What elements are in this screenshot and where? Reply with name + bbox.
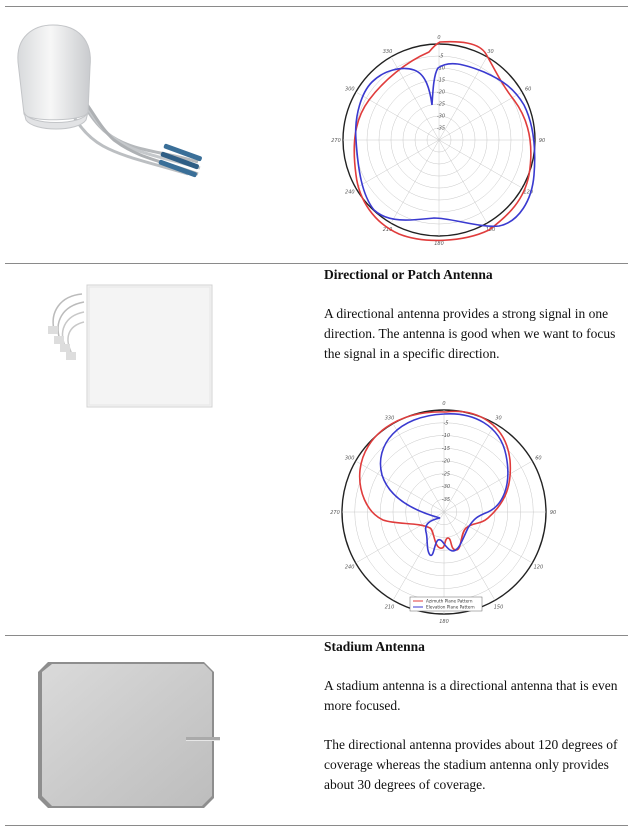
patch-azimuth-series [360, 411, 511, 550]
polar-spoke [356, 461, 444, 512]
polar-angle-label: 30 [495, 415, 502, 422]
polar-angle-label: 150 [493, 604, 504, 611]
polar-db-label: -25 [441, 471, 451, 478]
polar-db-label: -30 [436, 113, 446, 120]
polar-spoke [436, 57, 487, 140]
legend-elevation-label: Elevation Plane Pattern [426, 604, 475, 610]
table-rule-top [5, 6, 628, 7]
polar-angle-label: 120 [533, 564, 544, 571]
table-rule-bottom [5, 825, 628, 826]
polar-angle-label: 0 [442, 401, 446, 407]
polar-db-label: -5 [443, 420, 449, 427]
polar-angle-label: 180 [434, 241, 444, 247]
polar-spoke [356, 92, 439, 140]
omni-polar-chart [331, 30, 546, 248]
polar-angle-label: 90 [538, 138, 546, 144]
polar-spoke [391, 140, 439, 223]
polar-angle-label: 60 [535, 455, 542, 462]
polar-angle-label: 330 [384, 415, 395, 422]
stadium-antenna-description: A stadium antenna is a directional antenna that is even more focused. [324, 678, 618, 713]
table-rule-2 [5, 635, 628, 636]
stadium-antenna-text [324, 637, 624, 795]
polar-db-label: -10 [441, 433, 451, 439]
polar-spoke [356, 140, 439, 188]
polar-angle-label: 240 [345, 189, 355, 196]
omni-polar-grid [331, 35, 545, 247]
stadium-antenna-image [36, 660, 226, 810]
polar-angle-label: 120 [523, 189, 533, 196]
stadium-antenna-coverage: The directional antenna provides about 120 degrees of coverage whereas the stadium antenna only provides about 30 degrees of coverage. [324, 737, 618, 792]
polar-db-label: -35 [441, 496, 451, 503]
patch-antenna-text [324, 265, 624, 364]
stadium-antenna-heading: Stadium Antenna [324, 639, 425, 654]
polar-angle-label: 210 [384, 604, 395, 611]
patch-chart-legend [410, 597, 482, 611]
polar-db-label: -25 [436, 101, 446, 108]
polar-spoke [444, 512, 532, 563]
polar-db-label: -35 [436, 125, 446, 132]
legend-azimuth-label: Azimuth Plane Pattern [426, 598, 473, 604]
patch-antenna-heading: Directional or Patch Antenna [324, 267, 493, 282]
polar-angle-label: 150 [485, 227, 496, 234]
polar-angle-label: 240 [344, 564, 355, 571]
polar-db-label: -30 [441, 484, 451, 490]
polar-db-label: -5 [438, 53, 444, 60]
polar-spoke [439, 140, 522, 188]
polar-angle-label: 180 [439, 619, 449, 625]
polar-angle-label: 330 [382, 48, 393, 55]
polar-angle-label: 30 [487, 48, 494, 55]
patch-polar-chart [330, 400, 557, 632]
polar-spoke [439, 140, 487, 223]
polar-db-label: -10 [436, 65, 446, 72]
polar-angle-label: 90 [549, 510, 557, 516]
polar-angle-label: 0 [437, 35, 441, 41]
polar-db-label: -20 [436, 89, 446, 96]
patch-polar-grid [330, 401, 556, 625]
patch-antenna-image [40, 282, 215, 412]
polar-db-label: -20 [441, 458, 451, 465]
polar-db-label: -15 [441, 445, 451, 452]
polar-spoke [441, 424, 495, 512]
table-rule-1 [5, 263, 628, 264]
polar-angle-label: 60 [525, 86, 532, 93]
polar-db-label: -15 [436, 77, 446, 84]
omni-antenna-image [8, 22, 213, 182]
polar-angle-label: 270 [331, 138, 341, 144]
patch-antenna-description: A directional antenna provides a strong signal in one direction. The antenna is good when we want to focus the signal in a specific direction. [324, 306, 616, 361]
polar-angle-label: 300 [345, 86, 355, 93]
polar-spoke [393, 424, 444, 512]
polar-angle-label: 270 [330, 510, 340, 516]
polar-angle-label: 300 [344, 455, 355, 462]
polar-angle-label: 210 [382, 227, 393, 234]
